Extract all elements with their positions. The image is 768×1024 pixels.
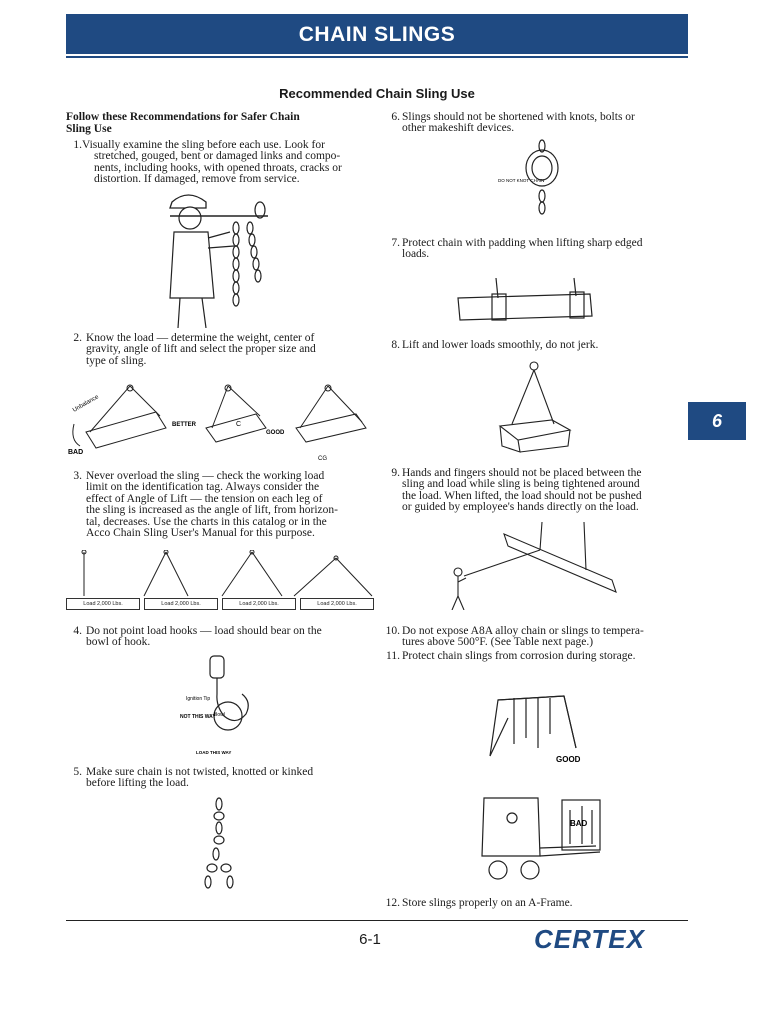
item-text-line: loads. [402, 248, 430, 261]
recommendation-8 [384, 340, 684, 351]
load-cell: Load 2,000 Lbs. [300, 598, 374, 610]
twisted-chain-illustration [196, 796, 242, 896]
recommendation-1 [66, 140, 376, 186]
unbalance-label: Unbalance [72, 394, 100, 414]
item-text-line: Visually examine the sling before each use. Look for [82, 139, 325, 151]
intro-heading-line1: Follow these Recommendations for Safer Chain [66, 111, 300, 123]
item-text-line: gravity, angle of lift and select the proper size and [86, 343, 316, 356]
item-number: 5. [73, 766, 82, 778]
item-number: 9. [391, 467, 400, 479]
angle-of-lift-illustration [66, 550, 376, 598]
chapter-tab[interactable] [688, 402, 746, 440]
item-number: 11. [386, 650, 400, 662]
item-text-line: Slings should not be shortened with knots, bolts or [402, 111, 635, 123]
item-number: 8. [391, 339, 400, 351]
recommendation-9 [384, 468, 686, 514]
item-text-line: Lift and lower loads smoothly, do not jerk. [402, 339, 599, 351]
item-number: 2. [73, 332, 82, 344]
item-text-line: before lifting the load. [86, 777, 189, 790]
recommendation-11 [384, 651, 686, 662]
hands-clear-load-illustration [444, 520, 624, 610]
item-text-line: tal, decreases. Use the charts in this catalog or in the [86, 515, 327, 528]
item-text-line: limit on the identification tag. Always consider the [86, 481, 320, 494]
item-number: 6. [391, 111, 400, 123]
item-text-line: Do not point load hooks — load should bear on the [86, 625, 322, 637]
item-text-line: Make sure chain is not twisted, knotted or kinked [86, 766, 314, 778]
item-text-line: stretched, gouged, bent or damaged links and compo- [94, 150, 341, 163]
recommendation-10 [384, 626, 686, 649]
item-text-line: Know the load — determine the weight, center of [86, 332, 315, 344]
forklift-storage-illustration [478, 790, 604, 888]
padded-beam-illustration [452, 276, 598, 326]
angle-load-table [66, 598, 376, 610]
item-text-line: distortion. If damaged, remove from service. [94, 173, 300, 186]
a-frame-storage-illustration [484, 688, 584, 768]
not-this-way-label: NOT THIS WAY [180, 714, 216, 720]
hook-loading-illustration [176, 654, 272, 758]
item-number: 10. [385, 625, 400, 637]
item-text-line: Never overload the sling — check the working load [86, 470, 325, 482]
load-cell: Load 2,000 Lbs. [144, 598, 218, 610]
brand-wordmark: CERTEX [534, 926, 645, 952]
recommendation-2 [66, 333, 376, 367]
header-banner [66, 14, 688, 54]
intro-heading-line2: Sling Use [66, 123, 112, 135]
bowl-label: Bowl [214, 712, 225, 718]
better-label: BETTER [172, 422, 196, 428]
page-title: CHAIN SLINGS [298, 23, 456, 46]
item-text-line: the load. When lifted, the load should not be pushed [402, 489, 642, 502]
cg-label: CG [318, 456, 327, 462]
item-text-line: Protect chain with padding when lifting sharp edged [402, 237, 643, 249]
load-balance-illustration [66, 384, 376, 464]
center-label: C [236, 421, 242, 428]
item-text-line: Do not expose A8A alloy chain or slings to tempera- [402, 625, 644, 637]
item-text-line: type of sling. [86, 354, 147, 367]
load-cell: Load 2,000 Lbs. [66, 598, 140, 610]
item-text-line: other makeshift devices. [402, 122, 515, 135]
bad-label: BAD [68, 449, 84, 456]
chapter-tab-label: 6 [711, 411, 722, 431]
knot-warning-label: DO NOT KNOT CHAIN [498, 178, 545, 183]
storage-bad-label: BAD [570, 819, 588, 828]
recommendation-3 [66, 471, 378, 539]
recommendation-6 [384, 112, 684, 135]
item-text-line: nents, including hooks, with opened throats, cracks or [94, 161, 342, 174]
hook-tag-label: Ignition Tip [186, 696, 211, 702]
item-text-line: the sling is increased as the angle of lift, from horizon- [86, 504, 338, 517]
item-number: 12. [385, 897, 400, 909]
item-text-line: sling and load while sling is being tightened around [402, 478, 640, 491]
item-number: 1. [73, 139, 82, 151]
page-number: 6-1 [359, 931, 381, 948]
recommendation-4 [66, 626, 376, 649]
load-cell: Load 2,000 Lbs. [222, 598, 296, 610]
load-this-way-label: LOAD THIS WAY [196, 750, 232, 755]
item-text-line: bowl of hook. [86, 636, 151, 649]
item-text-line: tures above 500°F. (See Table next page.) [402, 636, 594, 649]
smooth-lift-illustration [494, 360, 574, 454]
certex-logo [534, 926, 689, 952]
recommendation-5 [66, 767, 376, 790]
knotted-chain-illustration [496, 138, 576, 222]
item-text-line: Hands and fingers should not be placed between the [402, 467, 642, 479]
item-text-line: or guided by employee's hands directly on the load. [402, 501, 639, 514]
header-rule [66, 56, 688, 58]
recommendation-7 [384, 238, 684, 261]
item-text-line: Store slings properly on an A-Frame. [402, 897, 573, 909]
item-text-line: Acco Chain Sling User's Manual for this purpose. [86, 527, 315, 540]
item-number: 7. [391, 237, 400, 249]
section-subtitle: Recommended Chain Sling Use [279, 86, 475, 101]
worker-inspecting-chain-illustration [160, 188, 270, 328]
item-number: 4. [73, 625, 82, 637]
good-label: GOOD [266, 430, 285, 436]
footer-rule [66, 920, 688, 921]
recommendation-12 [384, 898, 686, 909]
intro-heading [66, 111, 366, 135]
item-text-line: Protect chain slings from corrosion during storage. [402, 650, 636, 662]
storage-good-label: GOOD [556, 755, 581, 764]
item-number: 3. [73, 470, 82, 482]
item-text-line: effect of Angle of Lift — the tension on each leg of [86, 492, 323, 505]
